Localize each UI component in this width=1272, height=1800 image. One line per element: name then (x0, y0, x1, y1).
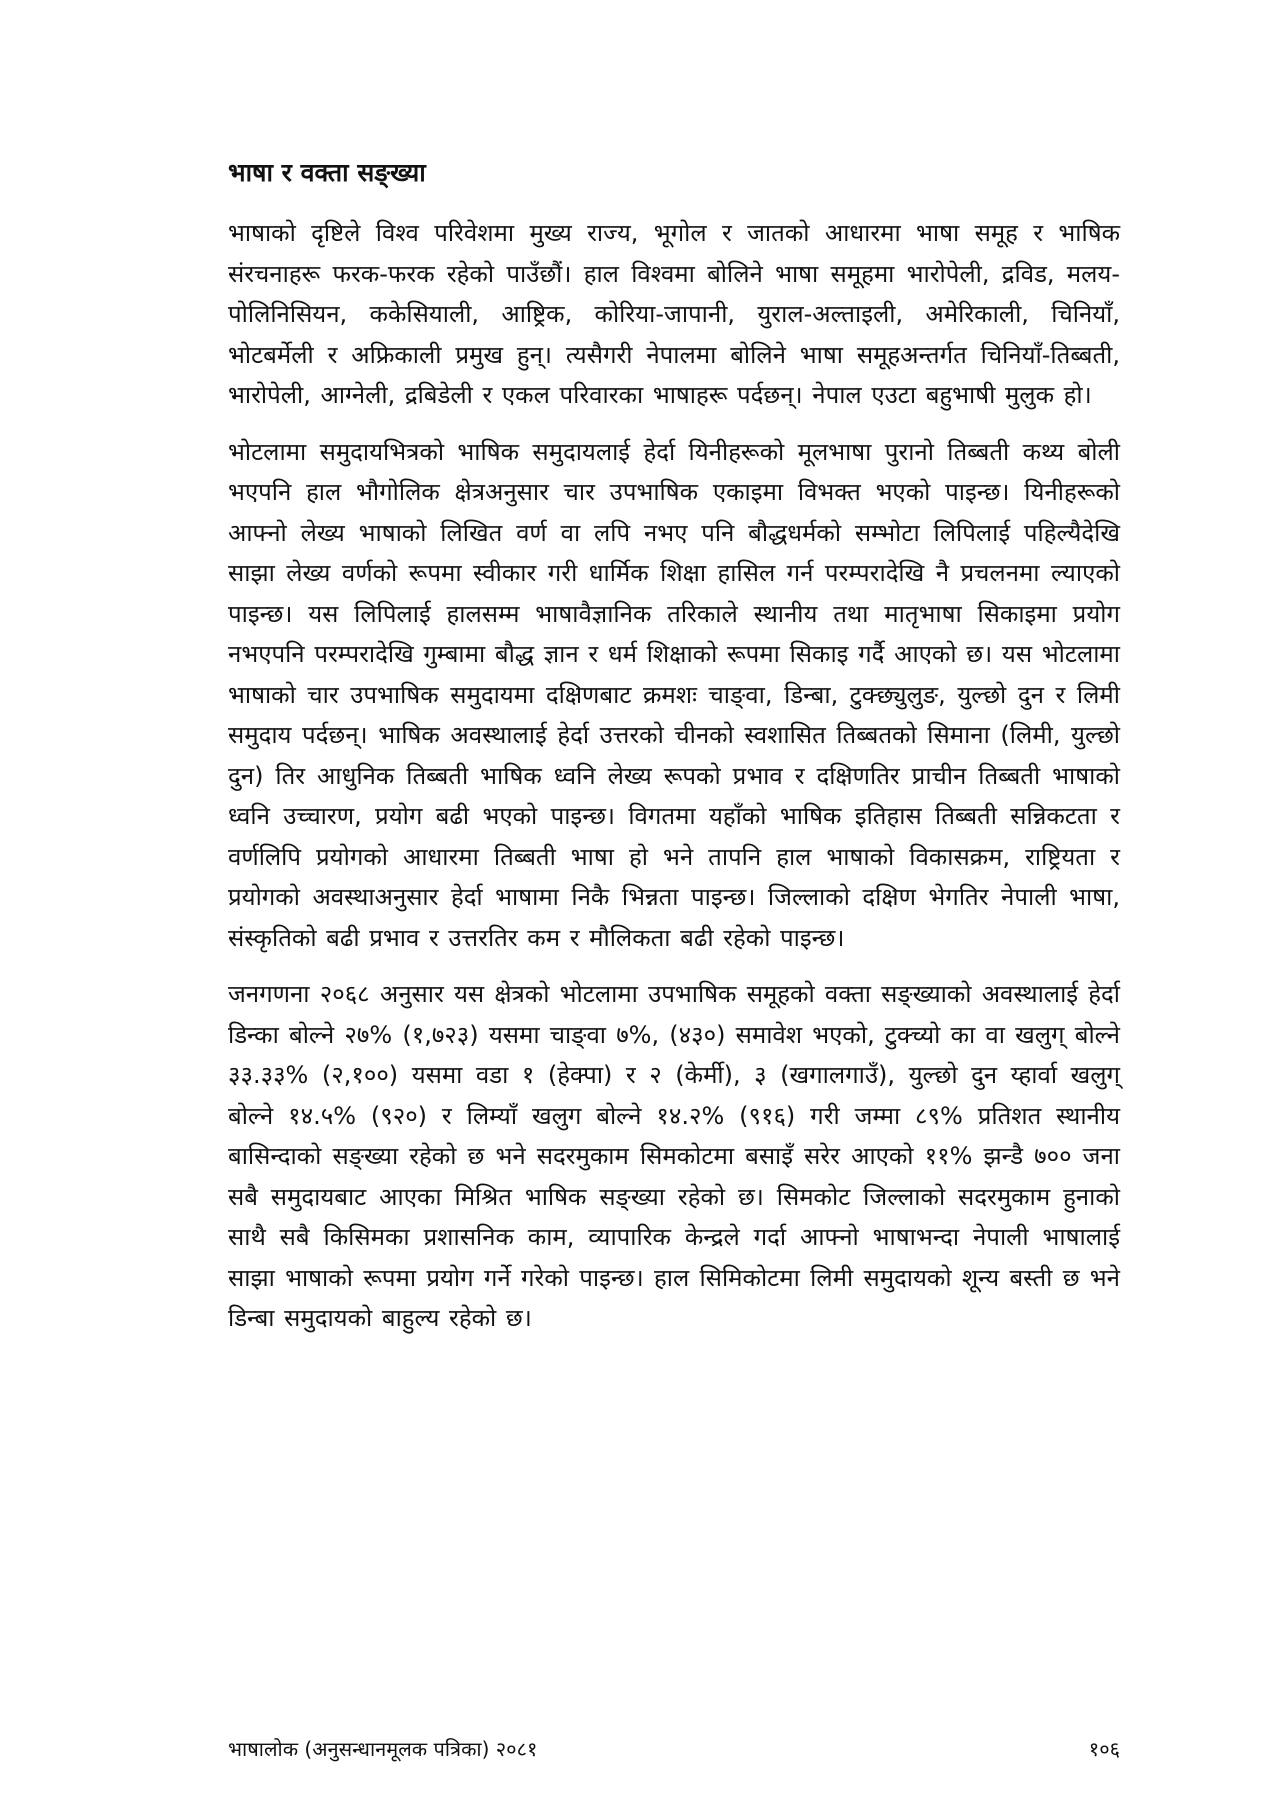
paragraph-bhotlama-community: भोटलामा समुदायभित्रको भाषिक समुदायलाई हेर्दा यिनीहरूको मूलभाषा पुरानो तिब्बती कथ्य बोली भएपनि हाल भौगोलिक क्षेत्रअनुसार चार उपभाषिक एकाइमा विभक्त भएको पाइन्छ। यिनीहरूको आफ्नो लेख्य भाषाको लिखित वर्ण वा लपि नभए पनि बौद्धधर्मको सम्भोटा लिपिलाई पहिल्यैदेखि साझा लेख्य वर्णको रूपमा स्वीकार गरी धार्मिक शिक्षा हासिल गर्न परम्परादेखि नै प्रचलनमा ल्याएको पाइन्छ। यस लिपिलाई हालसम्म भाषावैज्ञानिक तरिकाले स्थानीय तथा मातृभाषा सिकाइमा प्रयोग नभएपनि परम्परादेखि गुम्बामा बौद्ध ज्ञान र धर्म शिक्षाको रूपमा सिकाइ गर्दै आएको छ। यस भोटलामा भाषाको चार उपभाषिक समुदायमा दक्षिणबाट क्रमशः चाङ्वा, डिन्बा, टुक्छ्युलुङ, युल्छो दुन र लिमी समुदाय पर्दछन्। भाषिक अवस्थालाई हेर्दा उत्तरको चीनको स्वशासित तिब्बतको सिमाना (लिमी, युल्छो दुन) तिर आधुनिक तिब्बती भाषिक ध्वनि लेख्य रूपको प्रभाव र दक्षिणतिर प्राचीन तिब्बती भाषाको ध्वनि उच्चारण, प्रयोग बढी भएको पाइन्छ। विगतमा यहाँको भाषिक इतिहास तिब्बती सन्निकटता र वर्णलिपि प्रयोगको आधारमा तिब्बती भाषा हो भने तापनि हाल भाषाको विकासक्रम, राष्ट्रियता र प्रयोगको अवस्थाअनुसार हेर्दा भाषामा निकै भिन्नता पाइन्छ। जिल्लाको दक्षिण भेगतिर नेपाली भाषा, संस्कृतिको बढी प्रभाव र उत्तरतिर कम र मौलिकता बढी रहेको पाइन्छ। (228, 437, 1120, 952)
paragraph-census-figures: जनगणना २०६८ अनुसार यस क्षेत्रको भोटलामा उपभाषिक समूहको वक्ता सङ्ख्याको अवस्थालाई हेर्दा डिन्का बोल्ने २७% (१,७२३) यसमा चाङ्वा ७%, (४३०) समावेश भएको, टुक्च्यो का वा खलुग् बोल्ने ३३.३३% (२,१००) यसमा वडा १ (हेक्पा) र २ (केर्मी), ३ (खगालगाउँ), युल्छो दुन य्हार्वा खलुग् बोल्ने १४.५% (९२०) र लिम्याँ खलुग बोल्ने १४.२% (९१६) गरी जम्मा ८९% प्रतिशत स्थानीय बासिन्दाको सङ्ख्या रहेको छ भने सदरमुकाम सिमकोटमा बसाइँ सरेर आएको ११% झन्डै ७०० जना सबै समुदायबाट आएका मिश्रित भाषिक सङ्ख्या रहेको छ। सिमकोट जिल्लाको सदरमुकाम हुनाको साथै सबै किसिमका प्रशासनिक काम, व्यापारिक केन्द्रले गर्दा आफ्नो भाषाभन्दा नेपाली भाषालाई साझा भाषाको रूपमा प्रयोग गर्ने गरेको पाइन्छ। हाल सिमिकोटमा लिमी समुदायको शून्य बस्ती छ भने डिन्बा समुदायको बाहुल्य रहेको छ। (228, 980, 1120, 1332)
page-footer (228, 1735, 1120, 1763)
article-body (228, 155, 1120, 1355)
page-number: १०६ (1088, 1737, 1120, 1761)
journal-title: भाषालोक (अनुसन्धानमूलक पत्रिका) २०८१ (228, 1737, 538, 1761)
section-heading: भाषा र वक्ता सङ्ख्या (228, 158, 426, 187)
paragraph-language-families: भाषाको दृष्टिले विश्व परिवेशमा मुख्य राज्य, भूगोल र जातको आधारमा भाषा समूह र भाषिक संरचनाहरू फरक-फरक रहेको पाउँछौं। हाल विश्वमा बोलिने भाषा समूहमा भारोपेली, द्रविड, मलय-पोलिनिसियन, ककेसियाली, आष्ट्रिक, कोरिया-जापानी, युराल-अल्ताइली, अमेरिकाली, चिनियाँ, भोटबर्मेली र अफ्रिकाली प्रमुख हुन्। त्यसैगरी नेपालमा बोलिने भाषा समूहअन्तर्गत चिनियाँ-तिब्बती, भारोपेली, आग्नेली, द्रबिडेली र एकल परिवारका भाषाहरू पर्दछन्। नेपाल एउटा बहुभाषी मुलुक हो। (228, 219, 1120, 409)
